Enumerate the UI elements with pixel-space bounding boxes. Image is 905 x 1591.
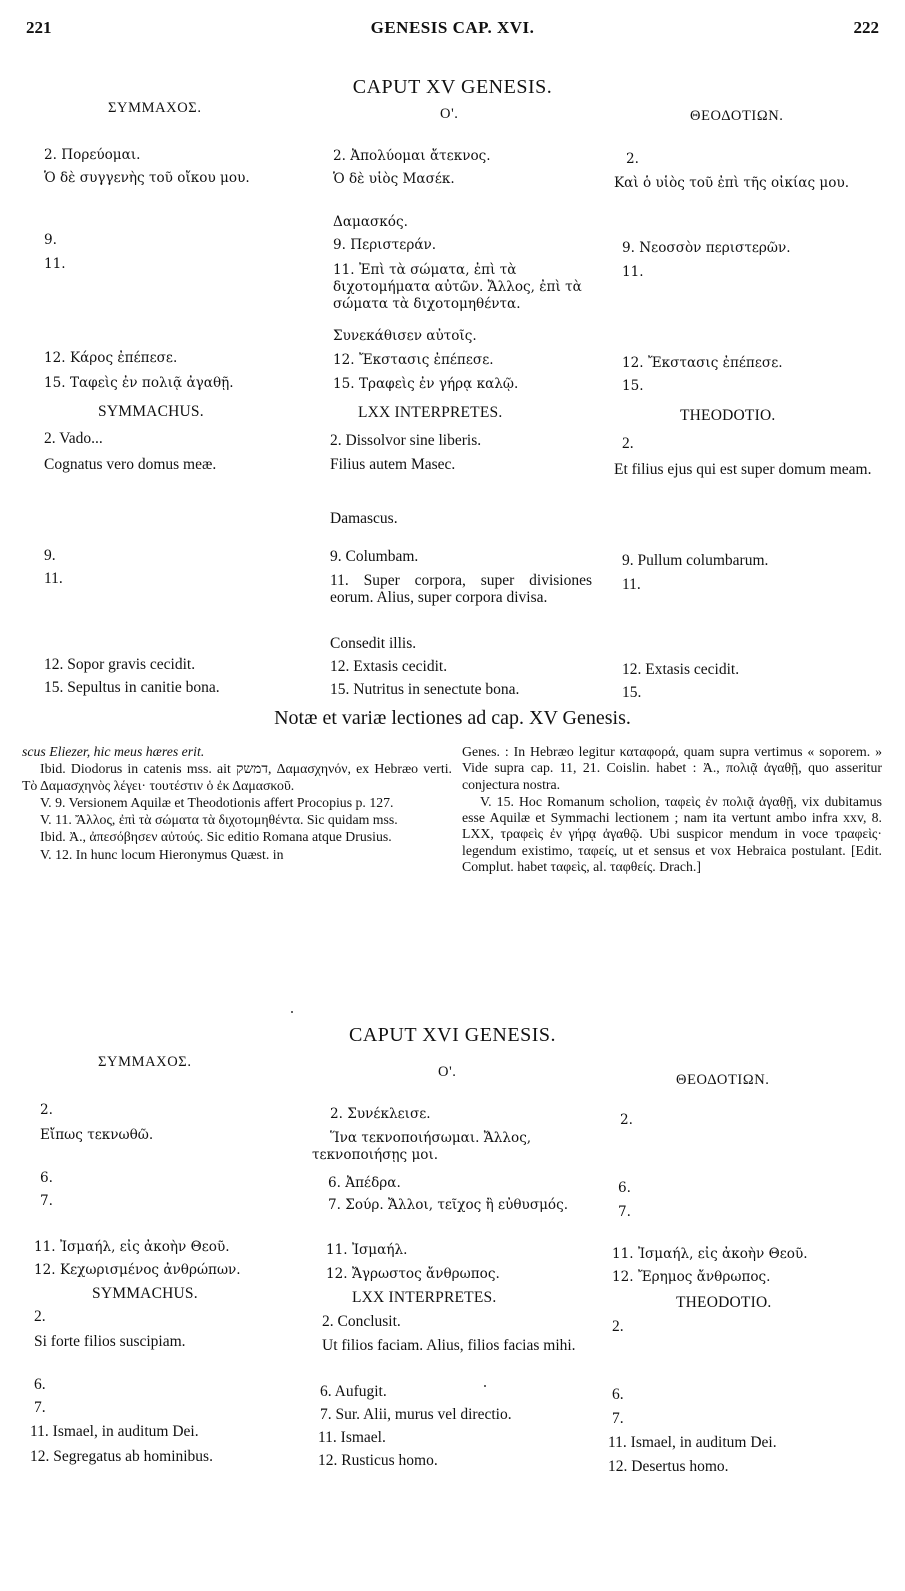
lxx-greek-heading: O'. (438, 1064, 457, 1080)
theo-greek-line: 11. (622, 264, 644, 280)
lxx-greek-line: 12. Ἔκστασις ἐπέπεσε. (333, 352, 494, 368)
notes-right-column (462, 744, 882, 876)
note-paragraph: scus Eliezer, hic meus hæres erit. (22, 744, 205, 759)
theo-latin-line: 12. Extasis cecidit. (622, 661, 740, 678)
lxx-latin-line: 15. Nutritus in senectute bona. (330, 681, 520, 698)
sym-latin-line: 7. (34, 1399, 46, 1416)
sym-latin-line: 2. (34, 1308, 46, 1325)
sym-latin-line: 12. Segregatus ab hominibus. (30, 1448, 213, 1465)
theo-latin-line: 7. (612, 1410, 624, 1427)
lxx-greek-line: Συνεκάθισεν αὐτοῖς. (333, 328, 477, 344)
lxx-greek-line: 6. Ἀπέδρα. (328, 1175, 401, 1191)
lxx-greek-verse-11: 11. Ἐπὶ τὰ σώματα, ἐπὶ τὰ διχοτομήματα αὐτῶν. Ἄλλος, ἐπὶ τὰ σώματα τὰ διχοτομηθέντα. (333, 262, 582, 312)
theo-greek-line: 15. (622, 378, 644, 394)
lxx-greek-line: 12. Ἄγρωστος ἄνθρωπος. (326, 1266, 500, 1282)
theo-greek-line: 12. Ἔκστασις ἐπέπεσε. (622, 355, 783, 371)
theo-latin-line: 12. Desertus homo. (608, 1458, 729, 1475)
sym-latin-line: 11. Ismael, in auditum Dei. (30, 1423, 199, 1440)
sym-latin-heading: SYMMACHUS. (92, 1285, 198, 1302)
theo-latin-line: 6. (612, 1386, 624, 1403)
theo-greek-line: 2. (626, 151, 639, 167)
lxx-latin-line: 2. Dissolvor sine liberis. (330, 432, 482, 449)
lxx-latin-line: Damascus. (330, 510, 398, 527)
sym-greek-line: 9. (44, 232, 57, 248)
lxx-latin-line: 11. Ismael. (318, 1429, 386, 1446)
sym-latin-line: 15. Sepultus in canitie bona. (44, 679, 220, 696)
note-paragraph: V. 12. In hunc locum Hieronymus Quæst. in (40, 846, 284, 862)
sym-greek-heading: ΣΥΜΜΑΧΟΣ. (98, 1054, 192, 1070)
sym-latin-line: Cognatus vero domus meæ. (44, 456, 217, 473)
theo-greek-line: 11. Ἰσμαήλ, εἰς ἀκοὴν Θεοῦ. (612, 1246, 808, 1262)
theo-latin-line: 2. (612, 1318, 624, 1335)
lxx-greek-line: 2. Συνέκλεισε. (330, 1106, 431, 1122)
sym-greek-line: 7. (40, 1193, 53, 1209)
lxx-latin-line: 12. Extasis cecidit. (330, 658, 448, 675)
speck (484, 1385, 486, 1387)
sym-greek-line: 12. Κεχωρισμένος ἀνθρώπων. (34, 1262, 241, 1278)
note-paragraph: V. 15. Hoc Romanum scholion, ταφεὶς ἐν πολιᾷ ἀγαθῇ, vix dubitamus esse Aquilæ et Symmachi lectionem ; nam ita vertunt ambo infra xxv, 8. LXX, τραφεὶς ἐν γήρᾳ ἀγαθῷ. Ubi suspicor mendum in voce τραφεὶς· legendum existimo, ταφείς, ut et sensus et vox Hebraica postulant. [Edit. Complut. habet ταφεὶς, al. ταφθείς. Drach.] (462, 793, 882, 875)
lxx-greek-verse-7: 7. Σούρ. Ἄλλοι, τεῖχος ἢ εὐθυσμός. (328, 1197, 569, 1213)
sym-latin-heading: SYMMACHUS. (98, 403, 204, 420)
lxx-latin-line: 6. Aufugit. (320, 1383, 387, 1400)
running-title: GENESIS CAP. XVI. (370, 18, 535, 37)
note-paragraph: V. 9. Versionem Aquilæ et Theodotionis affert Procopius p. 127. (40, 794, 394, 810)
note-paragraph: V. 11. Ἄλλος, ἐπὶ τὰ σώματα τὰ διχοτομηθέντα. Sic quidam mss. (40, 812, 398, 828)
sym-latin-line: 2. Vado... (44, 430, 103, 447)
caput-16-title: CAPUT XVI GENESIS. (349, 1024, 556, 1046)
lxx-latin-line: Consedit illis. (330, 635, 417, 652)
theo-greek-line: 9. Νεοσσὸν περιστερῶν. (622, 240, 791, 256)
theo-greek-line: 12. Ἔρημος ἄνθρωπος. (612, 1269, 771, 1285)
sym-greek-line: 6. (40, 1170, 53, 1186)
note-paragraph: Ibid. Diodorus in catenis mss. ait דמשק, Δαμασχηνόν, ex Hebræo verti. Τὸ Δαμασχηνὸς λέγει· τουτέστιν ὁ ἐκ Δαμασκοῦ. (22, 761, 452, 793)
sym-latin-line: Si forte filios suscipiam. (34, 1333, 186, 1350)
theo-latin-heading: THEODOTIO. (680, 407, 776, 424)
lxx-latin-heading: LXX INTERPRETES. (358, 404, 503, 421)
theo-latin-verse-2: Et filius ejus qui est super domum meam. (614, 461, 872, 478)
theo-latin-line: 15. (622, 684, 642, 701)
theo-greek-heading: ΘΕΟΔΟΤΙΩΝ. (676, 1072, 770, 1088)
lxx-greek-verse-2: Ἵνα τεκνοποιήσωμαι. Ἄλλος, τεκνοποιήσῃς μοι. (312, 1130, 532, 1163)
notes-left-column (22, 744, 452, 864)
theo-latin-heading: THEODOTIO. (676, 1294, 772, 1311)
caput-15-title: CAPUT XV GENESIS. (352, 76, 553, 98)
lxx-greek-line: 9. Περιστεράν. (333, 237, 437, 253)
lxx-greek-heading: O'. (440, 106, 459, 122)
right-page-number: 222 (853, 18, 879, 37)
sym-greek-line: 15. Ταφεὶς ἐν πολιᾷ ἀγαθῇ. (44, 375, 234, 391)
theo-greek-line: 2. (620, 1112, 633, 1128)
theo-latin-line: 11. (622, 576, 641, 593)
sym-greek-line: 2. Πορεύομαι. (44, 147, 141, 163)
sym-greek-line: 12. Κάρος ἐπέπεσε. (44, 350, 178, 366)
sym-greek-line: 2. (40, 1102, 53, 1118)
lxx-latin-heading: LXX INTERPRETES. (352, 1289, 497, 1306)
sym-greek-heading: ΣΥΜΜΑΧΟΣ. (108, 100, 202, 116)
sym-latin-line: 12. Sopor gravis cecidit. (44, 656, 196, 673)
sym-latin-line: 9. (44, 547, 56, 564)
theo-latin-line: 11. Ismael, in auditum Dei. (608, 1434, 777, 1451)
lxx-latin-line: 2. Conclusit. (322, 1313, 401, 1330)
theo-greek-line: 7. (618, 1204, 631, 1220)
sym-greek-line: 11. Ἰσμαήλ, εἰς ἀκοὴν Θεοῦ. (34, 1239, 230, 1255)
left-page-number: 221 (26, 18, 52, 37)
lxx-greek-line: Ὁ δὲ υἱὸς Μασέκ. (333, 171, 455, 187)
lxx-latin-line: 12. Rusticus homo. (318, 1452, 438, 1469)
lxx-greek-line: Δαμασκός. (333, 214, 408, 230)
lxx-greek-line: 11. Ἰσμαήλ. (326, 1242, 408, 1258)
note-paragraph: Genes. : In Hebræo legitur καταφορά, quam supra vertimus « soporem. » Vide supra cap. 11, 21. Coislin. habet : Ἀ., πολιᾷ ἀγαθῇ, quo asseritur conjectura nostra. (462, 744, 882, 792)
theo-latin-line: 2. (622, 435, 634, 452)
sym-latin-line: 6. (34, 1376, 46, 1393)
sym-greek-line: Εἴπως τεκνωθῶ. (40, 1127, 154, 1143)
speck (291, 1011, 293, 1013)
lxx-latin-line: 9. Columbam. (330, 548, 419, 565)
lxx-latin-verse-11: 11. Super corpora, super divisiones eorum. Alius, super corpora divisa. (330, 572, 592, 606)
theo-greek-line: 6. (618, 1180, 631, 1196)
sym-latin-line: 11. (44, 570, 63, 587)
lxx-latin-line: 7. Sur. Alii, murus vel directio. (320, 1406, 512, 1423)
theo-latin-line: 9. Pullum columbarum. (622, 552, 769, 569)
lxx-greek-line: 2. Ἀπολύομαι ἄτεκνος. (333, 148, 491, 164)
lxx-latin-line: Filius autem Masec. (330, 456, 456, 473)
sym-greek-line: Ὁ δὲ συγγενὴς τοῦ οἴκου μου. (44, 170, 250, 186)
theo-greek-verse-2: Καὶ ὁ υἱὸς τοῦ ἐπὶ τῆς οἰκίας μου. (614, 175, 850, 191)
theo-greek-heading: ΘΕΟΔΟΤΙΩΝ. (690, 108, 784, 124)
notes-title: Notæ et variæ lectiones ad cap. XV Genesis. (274, 707, 631, 729)
note-paragraph: Ibid. Ἀ., ἀπεσόβησεν αὐτούς. Sic editio Romana atque Drusius. (40, 829, 392, 845)
lxx-greek-line: 15. Τραφεὶς ἐν γήρᾳ καλῷ. (333, 376, 519, 392)
lxx-latin-verse-2: Ut filios faciam. Alius, filios facias mihi. (322, 1337, 576, 1354)
sym-greek-line: 11. (44, 256, 66, 272)
